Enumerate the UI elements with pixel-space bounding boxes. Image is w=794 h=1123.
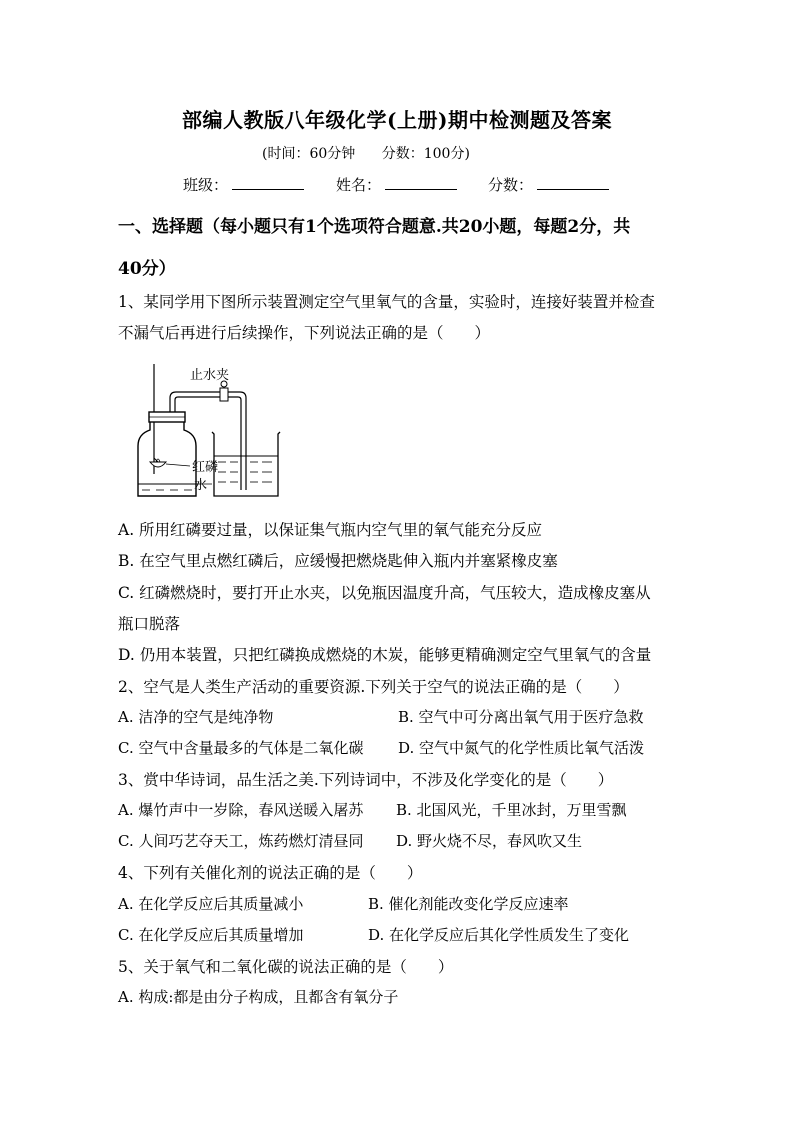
name-label: 姓名： (336, 176, 382, 194)
phosphorus-label: 红磷 (192, 460, 219, 475)
q3-option-c: C. 人间巧艺夺天工，炼药燃灯清昼同 (118, 832, 364, 850)
q1-option-b: B. 在空气里点燃红磷后，应缓慢把燃烧匙伸入瓶内并塞紧橡皮塞 (118, 552, 558, 570)
question-4-stem: 4、下列有关催化剂的说法正确的是（ ） (118, 864, 423, 882)
q3-option-b: B. 北国风光，千里冰封，万里雪飘 (396, 801, 627, 819)
q1-option-a: A. 所用红磷要过量，以保证集气瓶内空气里的氧气能充分反应 (118, 521, 543, 539)
apparatus-figure (128, 362, 308, 502)
page-title: 部编人教版八年级化学(上册)期中检测题及答案 (182, 108, 612, 132)
q2-option-b: B. 空气中可分离出氧气用于医疗急救 (398, 708, 644, 726)
water-label: 水 (194, 478, 208, 493)
q4-option-b: B. 催化剂能改变化学反应速率 (368, 895, 569, 913)
clip-label: 止水夹 (190, 368, 230, 383)
score-blank (537, 175, 609, 190)
q2-option-a: A. 洁净的空气是纯净物 (118, 708, 274, 726)
name-field (336, 174, 457, 195)
q1-option-c: C. 红磷燃烧时，要打开止水夹，以免瓶因温度升高，气压较大，造成橡皮塞从 (118, 584, 651, 602)
question-3-stem: 3、赏中华诗词，品生活之美.下列诗词中，不涉及化学变化的是（ ） (118, 771, 614, 789)
q4-option-c: C. 在化学反应后其质量增加 (118, 926, 304, 944)
total-score: 分数：100分) (381, 146, 470, 162)
q3-option-d: D. 野火烧不尽，春风吹又生 (396, 832, 583, 850)
class-field (183, 174, 304, 195)
q4-option-a: A. 在化学反应后其质量减小 (118, 895, 304, 913)
question-1-stem-cont: 不漏气后再进行后续操作，下列说法正确的是（ ） (118, 324, 491, 342)
section-heading-cont: 40分） (118, 259, 176, 279)
q2-option-c: C. 空气中含量最多的气体是二氧化碳 (118, 739, 364, 757)
q1-option-d: D. 仍用本装置，只把红磷换成燃烧的木炭，能够更精确测定空气里氧气的含量 (118, 646, 652, 664)
q3-option-a: A. 爆竹声中一岁除，春风送暖入屠苏 (118, 801, 364, 819)
class-label: 班级： (183, 176, 229, 194)
score-field (488, 174, 609, 195)
question-1-stem: 1、某同学用下图所示装置测定空气里氧气的含量，实验时，连接好装置并检查 (118, 293, 655, 311)
class-blank (232, 175, 304, 190)
section-heading: 一、选择题（每小题只有1个选项符合题意.共20小题，每题2分，共 (118, 217, 631, 237)
name-blank (385, 175, 457, 190)
q5-option-a: A. 构成:都是由分子构成，且都含有氧分子 (118, 988, 399, 1006)
exam-meta (262, 143, 492, 163)
q1-option-c-cont: 瓶口脱落 (118, 615, 181, 633)
q2-option-d: D. 空气中氮气的化学性质比氧气活泼 (398, 739, 645, 757)
time-limit: (时间：60分钟 (262, 146, 356, 162)
q4-option-d: D. 在化学反应后其化学性质发生了变化 (368, 926, 630, 944)
question-5-stem: 5、关于氧气和二氧化碳的说法正确的是（ ） (118, 958, 454, 976)
question-2-stem: 2、空气是人类生产活动的重要资源.下列关于空气的说法正确的是（ ） (118, 678, 629, 696)
score-label: 分数： (488, 176, 534, 194)
